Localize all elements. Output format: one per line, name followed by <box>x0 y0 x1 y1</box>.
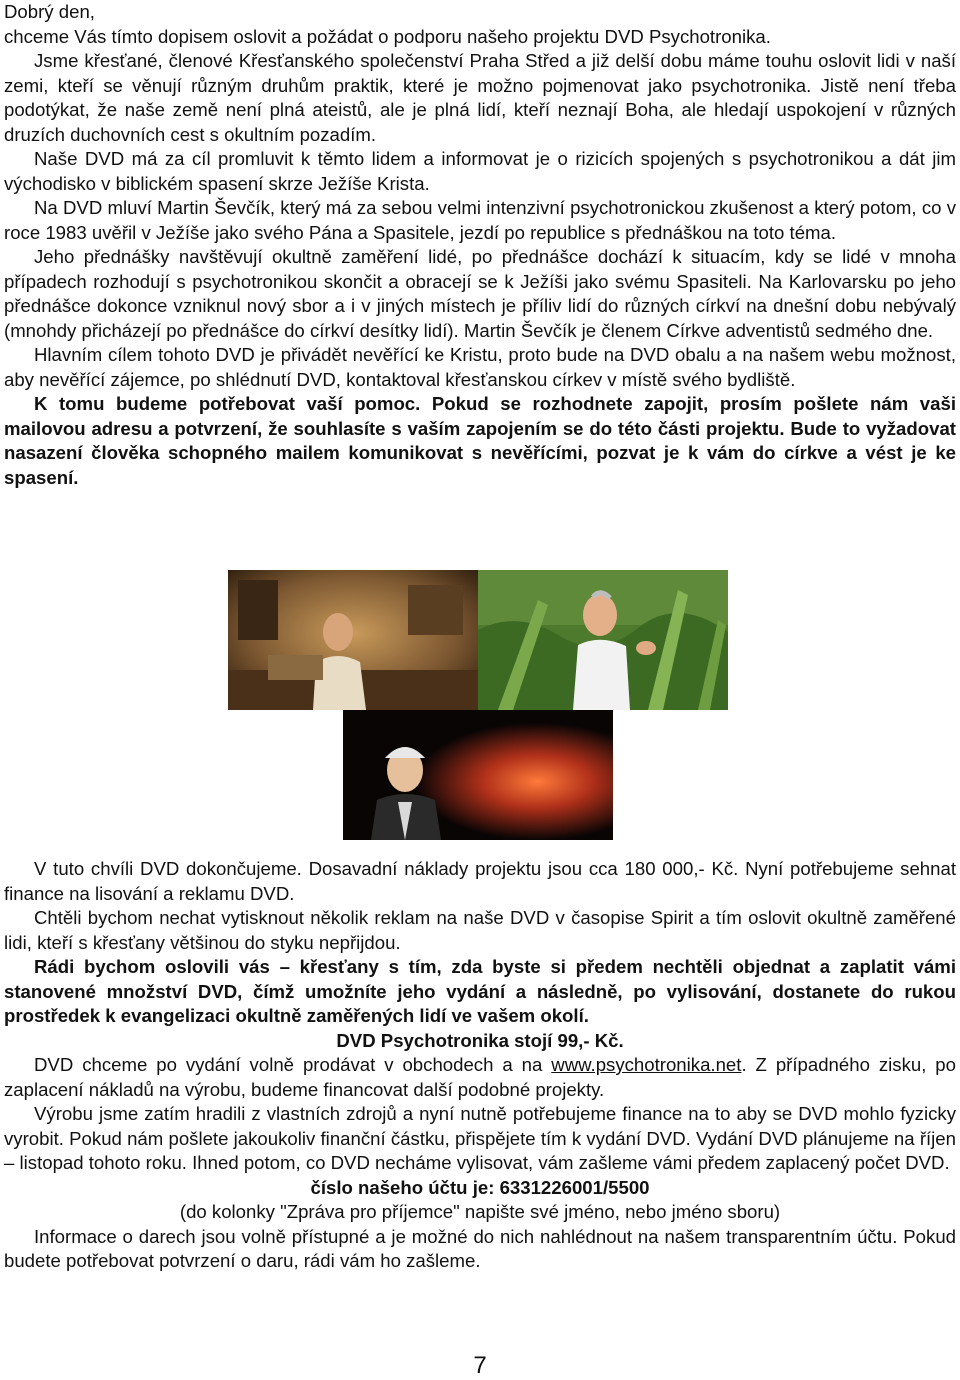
photo-man-indoors-icon <box>228 570 478 710</box>
text-block-bottom <box>4 857 956 1274</box>
paragraph-speaker: Na DVD mluví Martin Ševčík, který má za sebou velmi intenzivní psychotronickou zkušenost a který potom, co v roce 1983 uvěřil v Ježíše jako svého Pána a Spasitele, jezdí po republice s přednáškou na toto téma. <box>4 197 956 243</box>
photo-man-in-cave-helmet-icon <box>343 710 613 840</box>
paragraph-funding: Výrobu jsme zatím hradili z vlastních zdrojů a nyní nutně potřebujeme finance na to aby se DVD mohlo fyzicky vyrobit. Pokud nám pošlete jakoukoliv finanční částku, přispějete tím k vydání DVD. Vydání DVD plánujeme na říjen – listopad tohoto roku. Ihned potom, co DVD necháme vylisovat, vám zašleme vámi předem zaplacený počet DVD. <box>4 1103 956 1173</box>
paragraph-closing: Informace o darech jsou volně přístupné a je možné do nich nahlédnout na našem transparentním účtu. Pokud budete potřebovat potvrzení o daru, rádi vám ho zašleme. <box>4 1225 956 1271</box>
greeting: Dobrý den, <box>4 1 95 22</box>
website-link[interactable]: www.psychotronika.net <box>551 1054 742 1075</box>
sale-text-before: DVD chceme po vydání volně prodávat v obchodech a na <box>34 1054 552 1075</box>
account-note: (do kolonky "Zpráva pro příjemce" napište své jméno, nebo jméno sboru) <box>179 1201 781 1222</box>
sale-text-after: . Z případného zisku, po zaplacení nákladů na výrobu, budeme financovat další podobné projekty. <box>4 1054 956 1100</box>
text-block-top <box>4 0 956 490</box>
paragraph-sale <box>4 1053 956 1102</box>
paragraph-order-request: Rádi bychom oslovili vás – křesťany s tím, zda byste si předem nechtěli objednat a zaplatit vámi stanovené množství DVD, čímž umožníte jeho vydání a následně, po vylisování, dostanete do rukou prostředek k evangelizaci okultně zaměřených lidí ve vašem okolí. <box>4 956 956 1026</box>
account-number-line: číslo našeho účtu je: 6331226001/5500 <box>310 1176 650 1198</box>
photo-collage <box>228 570 728 840</box>
photo-man-indoors <box>228 570 478 710</box>
paragraph-dvd-goal: Naše DVD má za cíl promluvit k těmto lidem a informovat je o rizicích spojených s psychotronikou a dát jim východisko v biblickém spasení skrze Ježíše Krista. <box>4 148 956 194</box>
paragraph-advertising: Chtěli bychom nechat vytisknout několik reklam na naše DVD v časopise Spirit a tím oslovit okultně zaměřené lidi, kteří s křesťany většinou do styku nepřijdou. <box>4 907 956 953</box>
page-number: 7 <box>473 1352 487 1379</box>
photo-man-in-cornfield <box>478 570 728 710</box>
paragraph-who-we-are: Jsme křesťané, členové Křesťanského společenství Praha Střed a již delší dobu máme touhu oslovit lidi v naší zemi, kteří se věnují různým druhům praktik, které je možno pojmenovat jako psychotronika. Jistě není třeba podotýkat, že naše země není plná ateistů, ale je plná lidí, kteří neznají Boha, ale hledají uspokojení v různých druzích duchovních cest s okultním pozadím. <box>4 50 956 145</box>
paragraph-intro: chceme Vás tímto dopisem oslovit a požádat o podporu našeho projektu DVD Psychotronika. <box>4 25 771 47</box>
photo-man-in-cave-helmet <box>343 710 613 840</box>
paragraph-lectures: Jeho přednášky navštěvují okultně zaměření lidé, po přednášce dochází k situacím, kdy se lidé v mnoha případech rozhodují s psychotronikou skončit a obracejí se k Ježíši jako svému Spasiteli. Na Karlovarsku po jeho přednášce dokonce vzniknul nový sbor a i v jiných místech je příliv lidí do různých církví na dnešní dobu nebývalý (mnohdy přicházejí po přednášce do církví desítky lidí). Martin Ševčík je členem Církve adventistů sedmého dne. <box>4 246 956 341</box>
paragraph-status: V tuto chvíli DVD dokončujeme. Dosavadní náklady projektu jsou cca 180 000,- Kč. Nyní potřebujeme sehnat finance na lisování a reklamu DVD. <box>4 858 956 904</box>
price-line: DVD Psychotronika stojí 99,- Kč. <box>336 1029 624 1051</box>
photo-man-in-cornfield-icon <box>478 570 728 710</box>
paragraph-main-goal: Hlavním cílem tohoto DVD je přivádět nevěřící ke Kristu, proto bude na DVD obalu a na našem webu možnost, aby nevěřící zájemce, po shlédnutí DVD, kontaktoval křesťanskou církev v místě svého bydliště. <box>4 344 956 390</box>
paragraph-help-request: K tomu budeme potřebovat vaší pomoc. Pokud se rozhodnete zapojit, prosím pošlete nám vaši mailovou adresu a potvrzení, že souhlasíte s vaším zapojením se do této části projektu. Bude to vyžadovat nasazení člověka schopného mailem komunikovat s nevěřícími, pozvat je k vám do církve a vést je ke spasení. <box>4 393 956 488</box>
